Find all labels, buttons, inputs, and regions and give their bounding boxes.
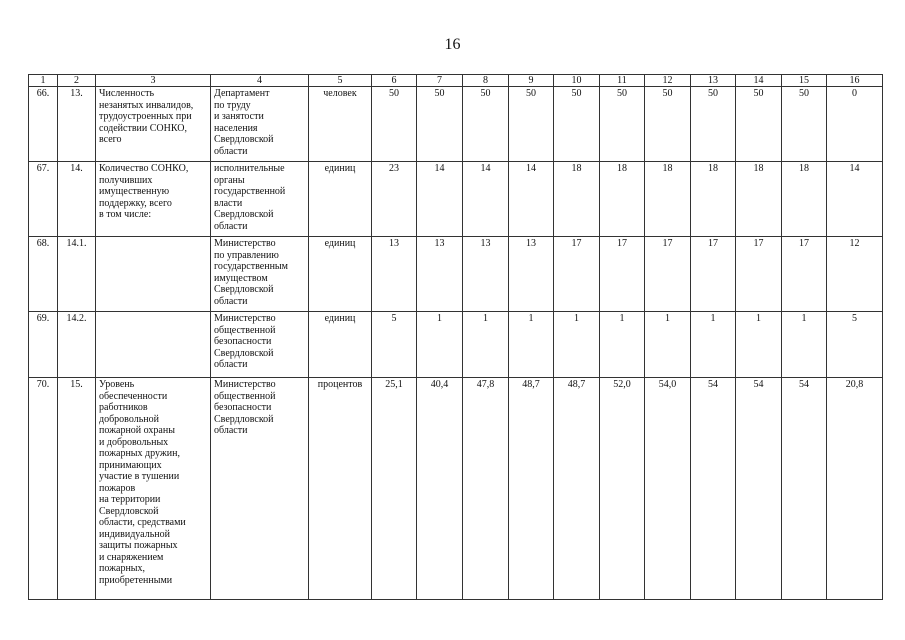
value-cell: 14	[827, 162, 883, 237]
value-cell: 1	[509, 312, 554, 378]
value-cell: 50	[600, 87, 645, 162]
value-cell: 14	[463, 162, 509, 237]
column-number-12: 12	[645, 75, 691, 87]
value-cell: 1	[736, 312, 782, 378]
value-cell: 50	[554, 87, 600, 162]
indicator-name: Количество СОНКО, получивших имущественную поддержку, всего в том числе:	[96, 162, 211, 237]
table-row	[29, 87, 883, 162]
value-cell: 12	[827, 237, 883, 312]
value-cell: 1	[417, 312, 463, 378]
table-row	[29, 378, 883, 600]
responsible-department: Министерство общественной безопасности Свердловской области	[211, 312, 309, 378]
value-cell: 1	[463, 312, 509, 378]
value-cell: 50	[736, 87, 782, 162]
value-cell: 47,8	[463, 378, 509, 600]
value-cell: 50	[645, 87, 691, 162]
value-cell: 1	[600, 312, 645, 378]
indicator-name: Численность незанятых инвалидов, трудоустроенных при содействии СОНКО, всего	[96, 87, 211, 162]
column-number-10: 10	[554, 75, 600, 87]
value-cell: 18	[554, 162, 600, 237]
column-number-14: 14	[736, 75, 782, 87]
value-cell: 1	[691, 312, 736, 378]
value-cell: 54	[691, 378, 736, 600]
value-cell: 50	[509, 87, 554, 162]
value-cell: 5	[372, 312, 417, 378]
value-cell: 23	[372, 162, 417, 237]
row-number: 67.	[29, 162, 58, 237]
value-cell: 1	[554, 312, 600, 378]
column-number-16: 16	[827, 75, 883, 87]
value-cell: 54	[782, 378, 827, 600]
value-cell: 13	[463, 237, 509, 312]
unit-of-measure: единиц	[309, 312, 372, 378]
unit-of-measure: процентов	[309, 378, 372, 600]
unit-of-measure: человек	[309, 87, 372, 162]
value-cell: 52,0	[600, 378, 645, 600]
value-cell: 20,8	[827, 378, 883, 600]
value-cell: 50	[463, 87, 509, 162]
value-cell: 48,7	[509, 378, 554, 600]
sub-number: 13.	[58, 87, 96, 162]
value-cell: 17	[736, 237, 782, 312]
value-cell: 50	[417, 87, 463, 162]
column-number-15: 15	[782, 75, 827, 87]
value-cell: 14	[509, 162, 554, 237]
responsible-department: Департамент по труду и занятости населения Свердловской области	[211, 87, 309, 162]
table-row	[29, 312, 883, 378]
row-number: 66.	[29, 87, 58, 162]
value-cell: 48,7	[554, 378, 600, 600]
responsible-department: исполнительные органы государственной власти Свердловской области	[211, 162, 309, 237]
column-number-2: 2	[58, 75, 96, 87]
page-number: 16	[444, 36, 461, 53]
unit-of-measure: единиц	[309, 162, 372, 237]
column-number-1: 1	[29, 75, 58, 87]
value-cell: 13	[417, 237, 463, 312]
indicator-name	[96, 237, 211, 312]
table-body	[29, 75, 883, 600]
value-cell: 50	[782, 87, 827, 162]
value-cell: 50	[691, 87, 736, 162]
column-number-3: 3	[96, 75, 211, 87]
unit-of-measure: единиц	[309, 237, 372, 312]
responsible-department: Министерство по управлению государственным имуществом Свердловской области	[211, 237, 309, 312]
column-number-6: 6	[372, 75, 417, 87]
column-number-5: 5	[309, 75, 372, 87]
value-cell: 13	[509, 237, 554, 312]
value-cell: 25,1	[372, 378, 417, 600]
indicator-name	[96, 312, 211, 378]
indicators-table	[28, 74, 883, 600]
value-cell: 17	[782, 237, 827, 312]
value-cell: 17	[691, 237, 736, 312]
responsible-department: Министерство общественной безопасности Свердловской области	[211, 378, 309, 600]
value-cell: 18	[600, 162, 645, 237]
sub-number: 14.2.	[58, 312, 96, 378]
value-cell: 17	[645, 237, 691, 312]
value-cell: 13	[372, 237, 417, 312]
row-number: 70.	[29, 378, 58, 600]
column-number-row	[29, 75, 883, 87]
value-cell: 50	[372, 87, 417, 162]
column-number-9: 9	[509, 75, 554, 87]
value-cell: 54,0	[645, 378, 691, 600]
sub-number: 14.	[58, 162, 96, 237]
value-cell: 54	[736, 378, 782, 600]
column-number-8: 8	[463, 75, 509, 87]
column-number-13: 13	[691, 75, 736, 87]
value-cell: 0	[827, 87, 883, 162]
column-number-4: 4	[211, 75, 309, 87]
indicator-name: Уровень обеспеченности работников добровольной пожарной охраны и добровольных пожарных дружин, принимающих участие в тушении пожаров на территории Свердловской области, средствами индивидуальной защиты пожарных и снаряжением пожарных, приобретенными	[96, 378, 211, 600]
column-number-11: 11	[600, 75, 645, 87]
value-cell: 5	[827, 312, 883, 378]
value-cell: 1	[782, 312, 827, 378]
value-cell: 17	[554, 237, 600, 312]
value-cell: 18	[691, 162, 736, 237]
table-row	[29, 162, 883, 237]
table-row	[29, 237, 883, 312]
row-number: 68.	[29, 237, 58, 312]
value-cell: 40,4	[417, 378, 463, 600]
value-cell: 18	[645, 162, 691, 237]
value-cell: 1	[645, 312, 691, 378]
column-number-7: 7	[417, 75, 463, 87]
row-number: 69.	[29, 312, 58, 378]
value-cell: 18	[782, 162, 827, 237]
value-cell: 14	[417, 162, 463, 237]
sub-number: 14.1.	[58, 237, 96, 312]
value-cell: 18	[736, 162, 782, 237]
value-cell: 17	[600, 237, 645, 312]
sub-number: 15.	[58, 378, 96, 600]
